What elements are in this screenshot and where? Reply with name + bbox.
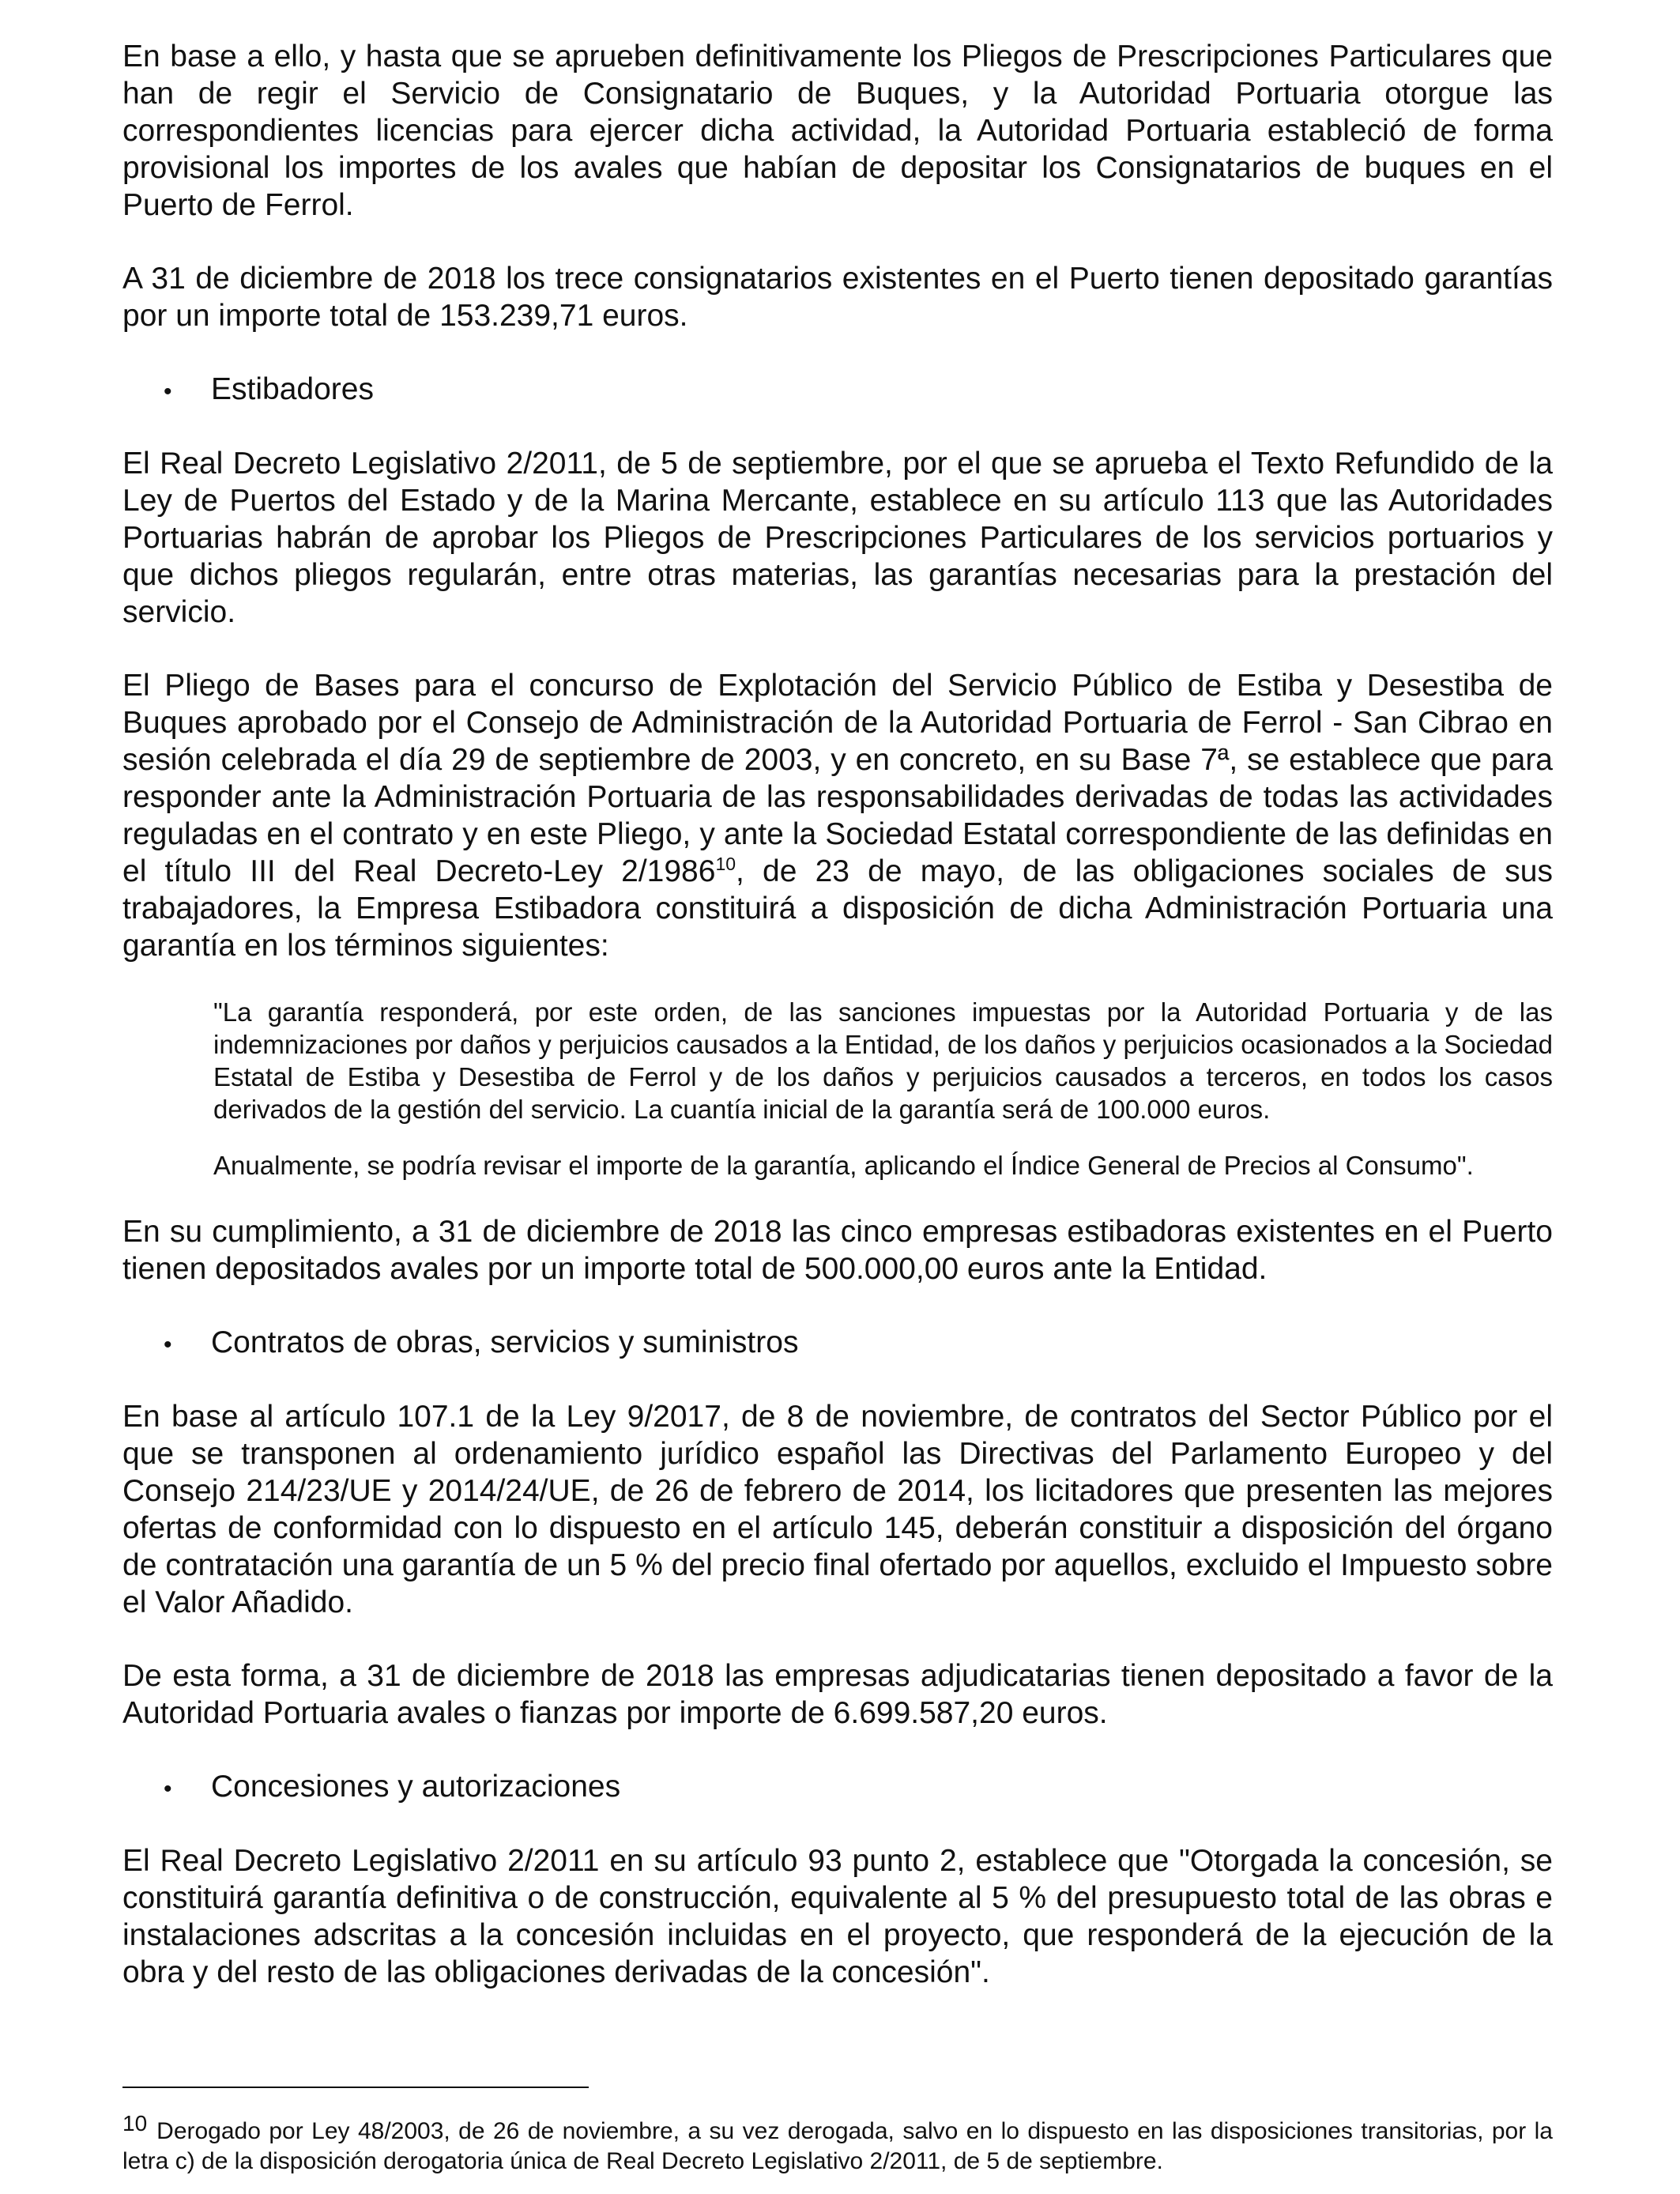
paragraph-ley-9-2017: En base al artículo 107.1 de la Ley 9/2017, de 8 de noviembre, de contratos del Sector Público por el que se transponen al ordenamiento jurídico español las Directivas del Parlamento Europeo y del Consejo 214/23/UE y 2014/24/UE, de 26 de febrero de 2014, los licitadores que presenten las mejores ofertas de conformidad con lo dispuesto en el artículo 145, deberán constituir a disposición del órgano de contratación una garantía de un 5 % del precio final ofertado por aquellos, excluido el Impuesto sobre el Valor Añadido. — [122, 1400, 1553, 1619]
bullet-label: Concesiones y autorizaciones — [211, 1770, 621, 1804]
paragraph-adjudicatarias-avales: De esta forma, a 31 de diciembre de 2018 las empresas adjudicatarias tienen depositado a favor de la Autoridad Portuaria avales o fianzas por importe de 6.699.587,20 euros. — [122, 1659, 1553, 1730]
bullet-contratos — [122, 1324, 1553, 1363]
footnote-text: Derogado por Ley 48/2003, de 26 de noviembre, a su vez derogada, salvo en lo dispuesto en las disposiciones transitorias, por la letra c) de la disposición derogatoria única de Real Decreto Legislativo 2/2011, de 5 de septiembre. — [122, 2118, 1553, 2174]
footnote — [122, 2109, 1553, 2177]
quote-paragraph-revision: Anualmente, se podría revisar el importe de la garantía, aplicando el Índice General de Precios al Consumo". — [213, 1151, 1474, 1180]
paragraph-pliego-text-start: El Pliego de Bases para el concurso de Explotación del Servicio Público de Estiba y Desestiba de Buques aprobado por el Consejo de Administración de la Autoridad Portuaria de Ferrol - San Cibrao en sesión celebrada el día 29 de septiembre de 2003, y en concreto, en su Base 7ª, se establece que para responder ante la Administración Portuaria de las responsabilidades derivadas de todas las actividades reguladas en el contrato y en este Pliego, y ante la Sociedad Estatal correspondiente de las definidas en el título III del Real Decreto-Ley 2/1986 — [122, 669, 1553, 888]
footnote-number: 10 — [122, 2111, 148, 2136]
quote-paragraph-garantia: "La garantía responderá, por este orden, de las sanciones impuestas por la Autoridad Portuaria y de las indemnizaciones por daños y perjuicios causados a la Entidad, de los daños y perjuicios ocasionados a la Sociedad Estatal de Estiba y Desestiba de Ferrol y de los daños y perjuicios causados a terceros, en todos los casos derivados de la gestión del servicio. La cuantía inicial de la garantía será de 100.000 euros. — [213, 997, 1553, 1124]
paragraph-pliego-text-end: , de 23 de mayo, de las obligaciones sociales de sus trabajadores, la Empresa Estibadora constituirá a disposición de dicha Administración Portuaria una garantía en los términos siguientes: — [122, 854, 1553, 963]
bullet-icon: • — [164, 1332, 172, 1358]
paragraph-pliego-de-bases — [122, 667, 1553, 964]
footnote-reference[interactable]: 10 — [715, 854, 736, 874]
document-page — [122, 38, 1553, 1991]
footnote-divider — [122, 2087, 589, 2088]
bullet-concesiones — [122, 1768, 1553, 1808]
bullet-label: Estibadores — [211, 372, 374, 406]
bullet-estibadores — [122, 371, 1553, 410]
paragraph-articulo-93: El Real Decreto Legislativo 2/2011 en su artículo 93 punto 2, establece que "Otorgada la concesión, se constituirá garantía definitiva o de construcción, equivalente al 5 % del presupuesto total de las obras e instalaciones adscritas a la concesión incluidas en el proyecto, que responderá de la ejecución de la obra y del resto de las obligaciones derivadas de la concesión". — [122, 1844, 1553, 1989]
paragraph-estibadoras-avales: En su cumplimiento, a 31 de diciembre de 2018 las cinco empresas estibadoras existentes en el Puerto tienen depositados avales por un importe total de 500.000,00 euros ante la Entidad. — [122, 1215, 1553, 1286]
paragraph-real-decreto-113: El Real Decreto Legislativo 2/2011, de 5 de septiembre, por el que se aprueba el Texto Refundido de la Ley de Puertos del Estado y de la Marina Mercante, establece en su artículo 113 que las Autoridades Portuarias habrán de aprobar los Pliegos de Prescripciones Particulares de los servicios portuarios y que dichos pliegos regularán, entre otras materias, las garantías necesarias para la prestación del servicio. — [122, 447, 1553, 629]
bullet-icon: • — [164, 1776, 172, 1802]
paragraph-consignatarios-provisional: En base a ello, y hasta que se aprueben definitivamente los Pliegos de Prescripciones Particulares que han de regir el Servicio de Consignatario de Buques, y la Autoridad Portuaria otorgue las correspondientes licencias para ejercer dicha actividad, la Autoridad Portuaria estableció de forma provisional los importes de los avales que habían de depositar los Consignatarios de buques en el Puerto de Ferrol. — [122, 40, 1553, 222]
paragraph-consignatarios-garantias: A 31 de diciembre de 2018 los trece consignatarios existentes en el Puerto tienen depositado garantías por un importe total de 153.239,71 euros. — [122, 262, 1553, 333]
bullet-icon: • — [164, 379, 172, 405]
quoted-clause — [213, 996, 1553, 1182]
bullet-label: Contratos de obras, servicios y suministros — [211, 1325, 799, 1359]
